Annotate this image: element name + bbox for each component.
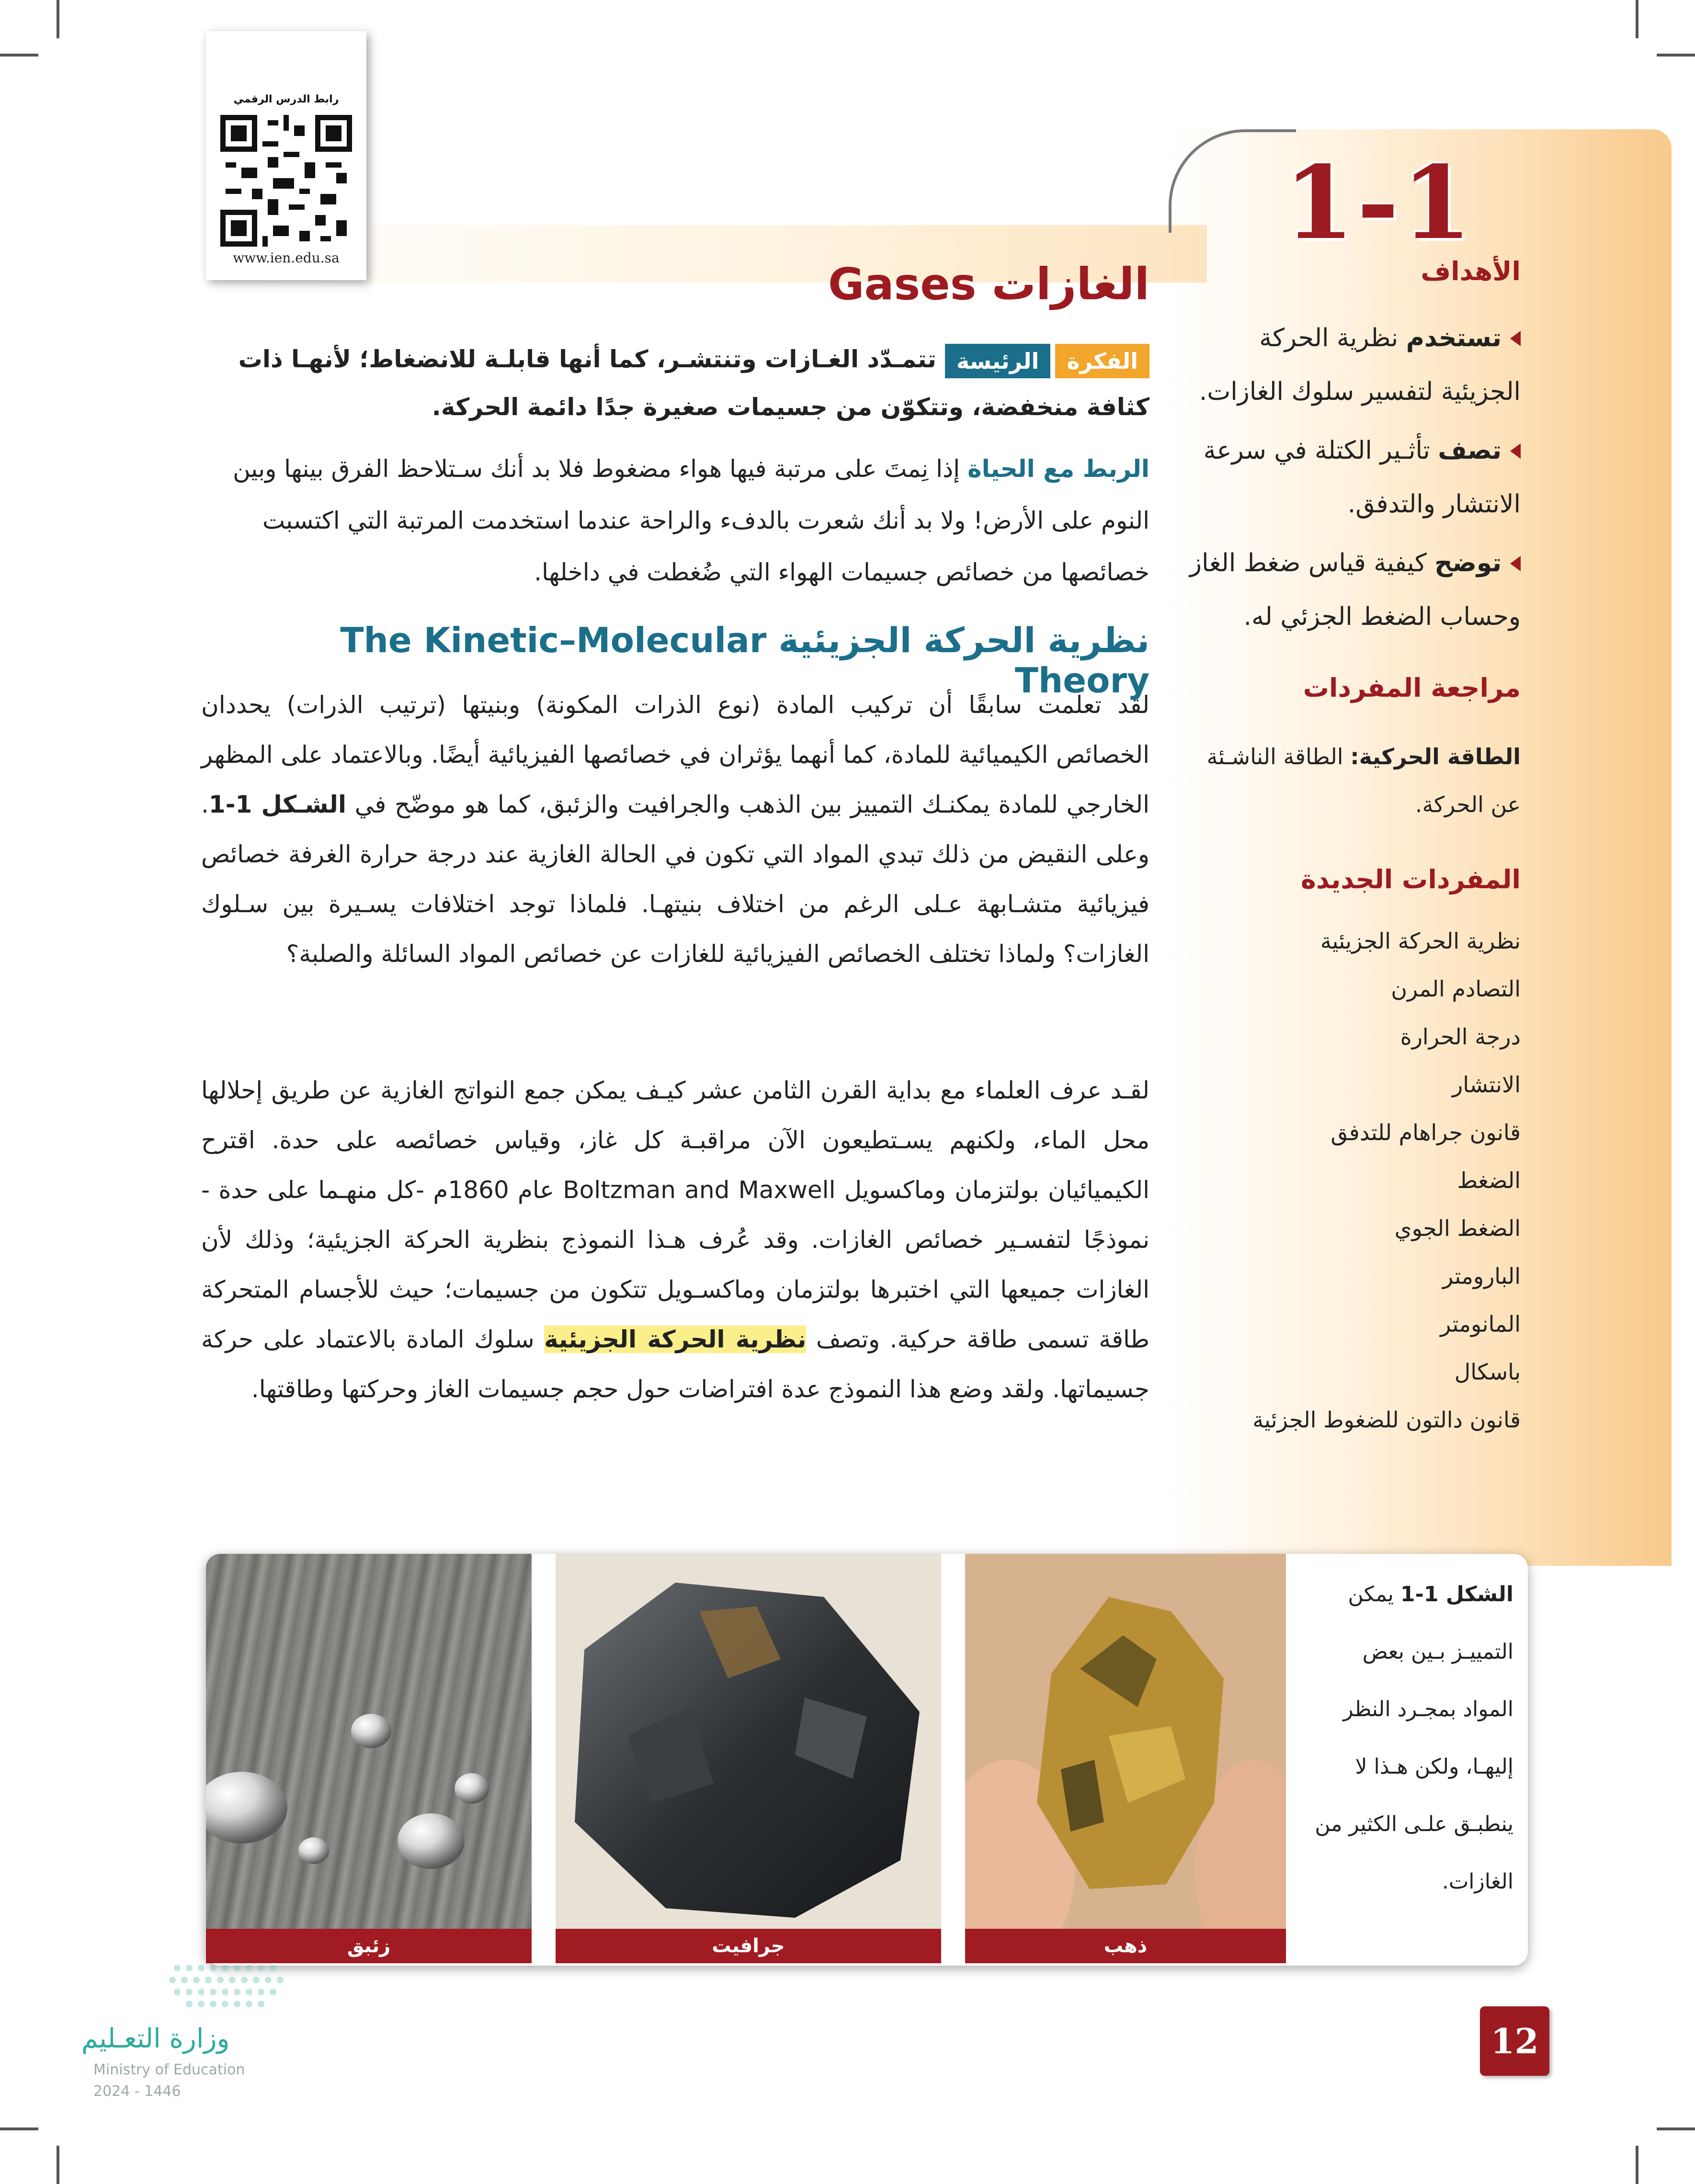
review-vocab-entry (1176, 733, 1521, 828)
crop-mark (0, 54, 38, 57)
new-vocab-item: البارومتر (1442, 1263, 1521, 1289)
new-vocab-item: الانتشار (1452, 1072, 1521, 1098)
crop-mark (1657, 54, 1695, 57)
graphite-photo (556, 1554, 941, 1963)
figure-reference[interactable]: الشـكل 1-1 (208, 791, 347, 818)
crop-mark (57, 2146, 59, 2184)
objective-item (1176, 536, 1521, 644)
new-vocab-item: المانومتر (1440, 1311, 1521, 1337)
photo-label-gold: ذهب (965, 1929, 1286, 1963)
crop-mark (1636, 0, 1638, 38)
objectives-heading: الأهداف (1421, 256, 1521, 286)
main-idea-tag-2: الرئيسة (945, 344, 1050, 378)
review-vocab-definition: الطاقة الناشـئة عن الحركة. (1206, 744, 1521, 817)
paragraph-2-before: لقـد عرف العلماء مع بداية القرن الثامن عشر كيـف يمكن جمع النواتج الغازية عن طريق إحلالها محل الماء، ولكنهم يسـتطيعون الآن مراقبـة كل غاز، وقياس خصائصه على حدة. اقترح الكيميائيان بولتزمان وماكسويل Boltzman and Maxwell عام 1860م -كل منهـما على حدة - نموذجًا لتفسـير خصائص الغازات. وقد عُرف هـذا النموذج بنظرية الحركة الجزيئية؛ وذلك لأن الغازات جميعها التي اختبرها بولتزمان وماكسـويل تتكون من جسيمات؛ حيث للأجسام المتحركة طاقة تسمى طاقة حركية. وتصف (201, 1076, 1150, 1353)
photo-label-graphite: جرافيت (556, 1929, 941, 1963)
page-title: الغازات Gases (828, 259, 1149, 310)
objective-text: تأثـير الكتلة في سرعة الانتشار والتدفق. (1203, 436, 1521, 519)
paragraph-2-after: سلوك المادة بالاعتماد على حركة جسيماتها. ولقد وضع هذا النموذج عدة افتراضات حول حجم جسيمات الغاز وحركتها وطاقتها. (201, 1325, 1149, 1403)
objective-text: نظرية الحركة الجزيئية لتفسير سلوك الغازات. (1199, 324, 1521, 406)
bullet-icon (1510, 331, 1521, 346)
crop-mark (1657, 2127, 1695, 2130)
ministry-year: 2024 - 1446 (93, 2083, 181, 2100)
crop-mark (57, 0, 59, 38)
real-life-connection (201, 443, 1149, 601)
new-vocab-item: نظرية الحركة الجزيئية (1320, 928, 1521, 954)
objective-verb: تستخدم (1406, 324, 1502, 352)
graphite-rock-icon (556, 1554, 941, 1963)
qr-caption: رابط الدرس الرقمي (233, 93, 339, 105)
paragraph-2 (201, 1065, 1149, 1414)
objective-item (1176, 424, 1521, 531)
crop-mark (1636, 2146, 1638, 2184)
new-vocab-item: درجة الحرارة (1400, 1024, 1521, 1050)
review-vocab-heading: مراجعة المفردات (1303, 673, 1521, 703)
highlighted-term: نظرية الحركة الجزيئية (544, 1325, 807, 1353)
bullet-icon (1510, 443, 1521, 459)
mercury-drops-icon (206, 1554, 532, 1963)
main-idea-tag-1: الفكرة (1055, 344, 1149, 378)
new-vocab-item: قانون دالتون للضغوط الجزئية (1252, 1407, 1521, 1433)
new-vocab-list (1176, 917, 1521, 1444)
crop-mark (0, 2127, 38, 2130)
objective-text: كيفية قياس ضغط الغاز وحساب الضغط الجزئي له. (1189, 549, 1521, 631)
objective-item (1176, 311, 1521, 419)
main-idea (201, 335, 1149, 431)
new-vocab-item: الضغط (1457, 1167, 1521, 1193)
lesson-number: 1-1 (1284, 144, 1475, 262)
new-vocab-item: الضغط الجوي (1394, 1215, 1521, 1241)
figure-caption-label: الشكل 1-1 (1400, 1582, 1513, 1607)
qr-url[interactable]: www.ien.edu.sa (233, 250, 340, 266)
gold-photo (965, 1554, 1286, 1963)
objective-verb: توضح (1434, 549, 1502, 577)
gold-nugget-icon (965, 1554, 1286, 1963)
main-idea-text: تتمـدّد الغـازات وتنتشـر، كما أنها قابلـة للانضغاط؛ لأنهـا ذات كثافة منخفضة، وتتكوّن من جسيمات صغيرة جدًا دائمة الحركة. (238, 345, 1149, 421)
new-vocab-item: التصادم المرن (1391, 976, 1521, 1002)
bullet-icon (1510, 556, 1521, 571)
ministry-name-ar: وزارة التعـليم (81, 2023, 230, 2054)
paragraph-1-before: لقد تعلمت سابقًا أن تركيب المادة (نوع الذرات المكونة) وبنيتها (ترتيب الذرات) يحددان الخصائص الكيميائية للمادة، كما أنهما يؤثران في خصائصها الفيزيائية أيضًا. وبالاعتماد على المظهر الخارجي للمادة يمكنـك التمييز بين الذهب والجرافيت والزئبق، كما هو موضّح في (201, 691, 1149, 818)
new-vocab-item: قانون جراهام للتدفق (1331, 1120, 1521, 1145)
new-vocab-item: باسكال (1454, 1359, 1521, 1385)
paragraph-1 (201, 680, 1149, 979)
objective-verb: تصف (1438, 436, 1502, 465)
mercury-photo (206, 1554, 532, 1963)
new-vocab-heading: المفردات الجديدة (1301, 864, 1521, 894)
figure-caption-text: يمكن التمييـز بـين بعض المواد بمجـرد النظر إليهـا، ولكن هـذا لا ينطبـق علـى الكثير من الغازات. (1315, 1582, 1513, 1894)
photo-label-mercury: زئبق (206, 1929, 532, 1963)
ministry-name-en: Ministry of Education (93, 2061, 245, 2078)
review-vocab-term: الطاقة الحركية: (1350, 744, 1521, 769)
paragraph-1-after: . وعلى النقيض من ذلك تبدي المواد التي تكون في الحالة الغازية عند درجة حرارة الغرفة خصائص فيزيائية متشـابهة عـلى الرغم من اختلاف بنيتهـا. فلماذا توجد اختلافات يسـيرة بين سـلوك الغازات؟ ولماذا تختلف الخصائص الفيزيائية للغازات عن خصائص المواد السائلة والصلبة؟ (201, 791, 1149, 968)
real-life-text: إذا نِمتَ على مرتبة فيها هواء مضغوط فلا بد أنك سـتلاحظ الفرق بينها وبين النوم على الأرض! ولا بد أنك شعرت بالدفء والراحة عندما استخدمت المرتبة التي اكتسبت خصائصها من خصائص جسيمات الهواء التي ضُغطت في داخلها. (233, 455, 1149, 586)
qr-code-icon[interactable] (220, 115, 352, 247)
page-number: 12 (1480, 2006, 1549, 2076)
figure-caption (1310, 1566, 1513, 1911)
section-title: نظرية الحركة الجزيئية The Kinetic–Molecular Theory (340, 620, 1149, 701)
real-life-label: الربط مع الحياة (967, 455, 1149, 483)
